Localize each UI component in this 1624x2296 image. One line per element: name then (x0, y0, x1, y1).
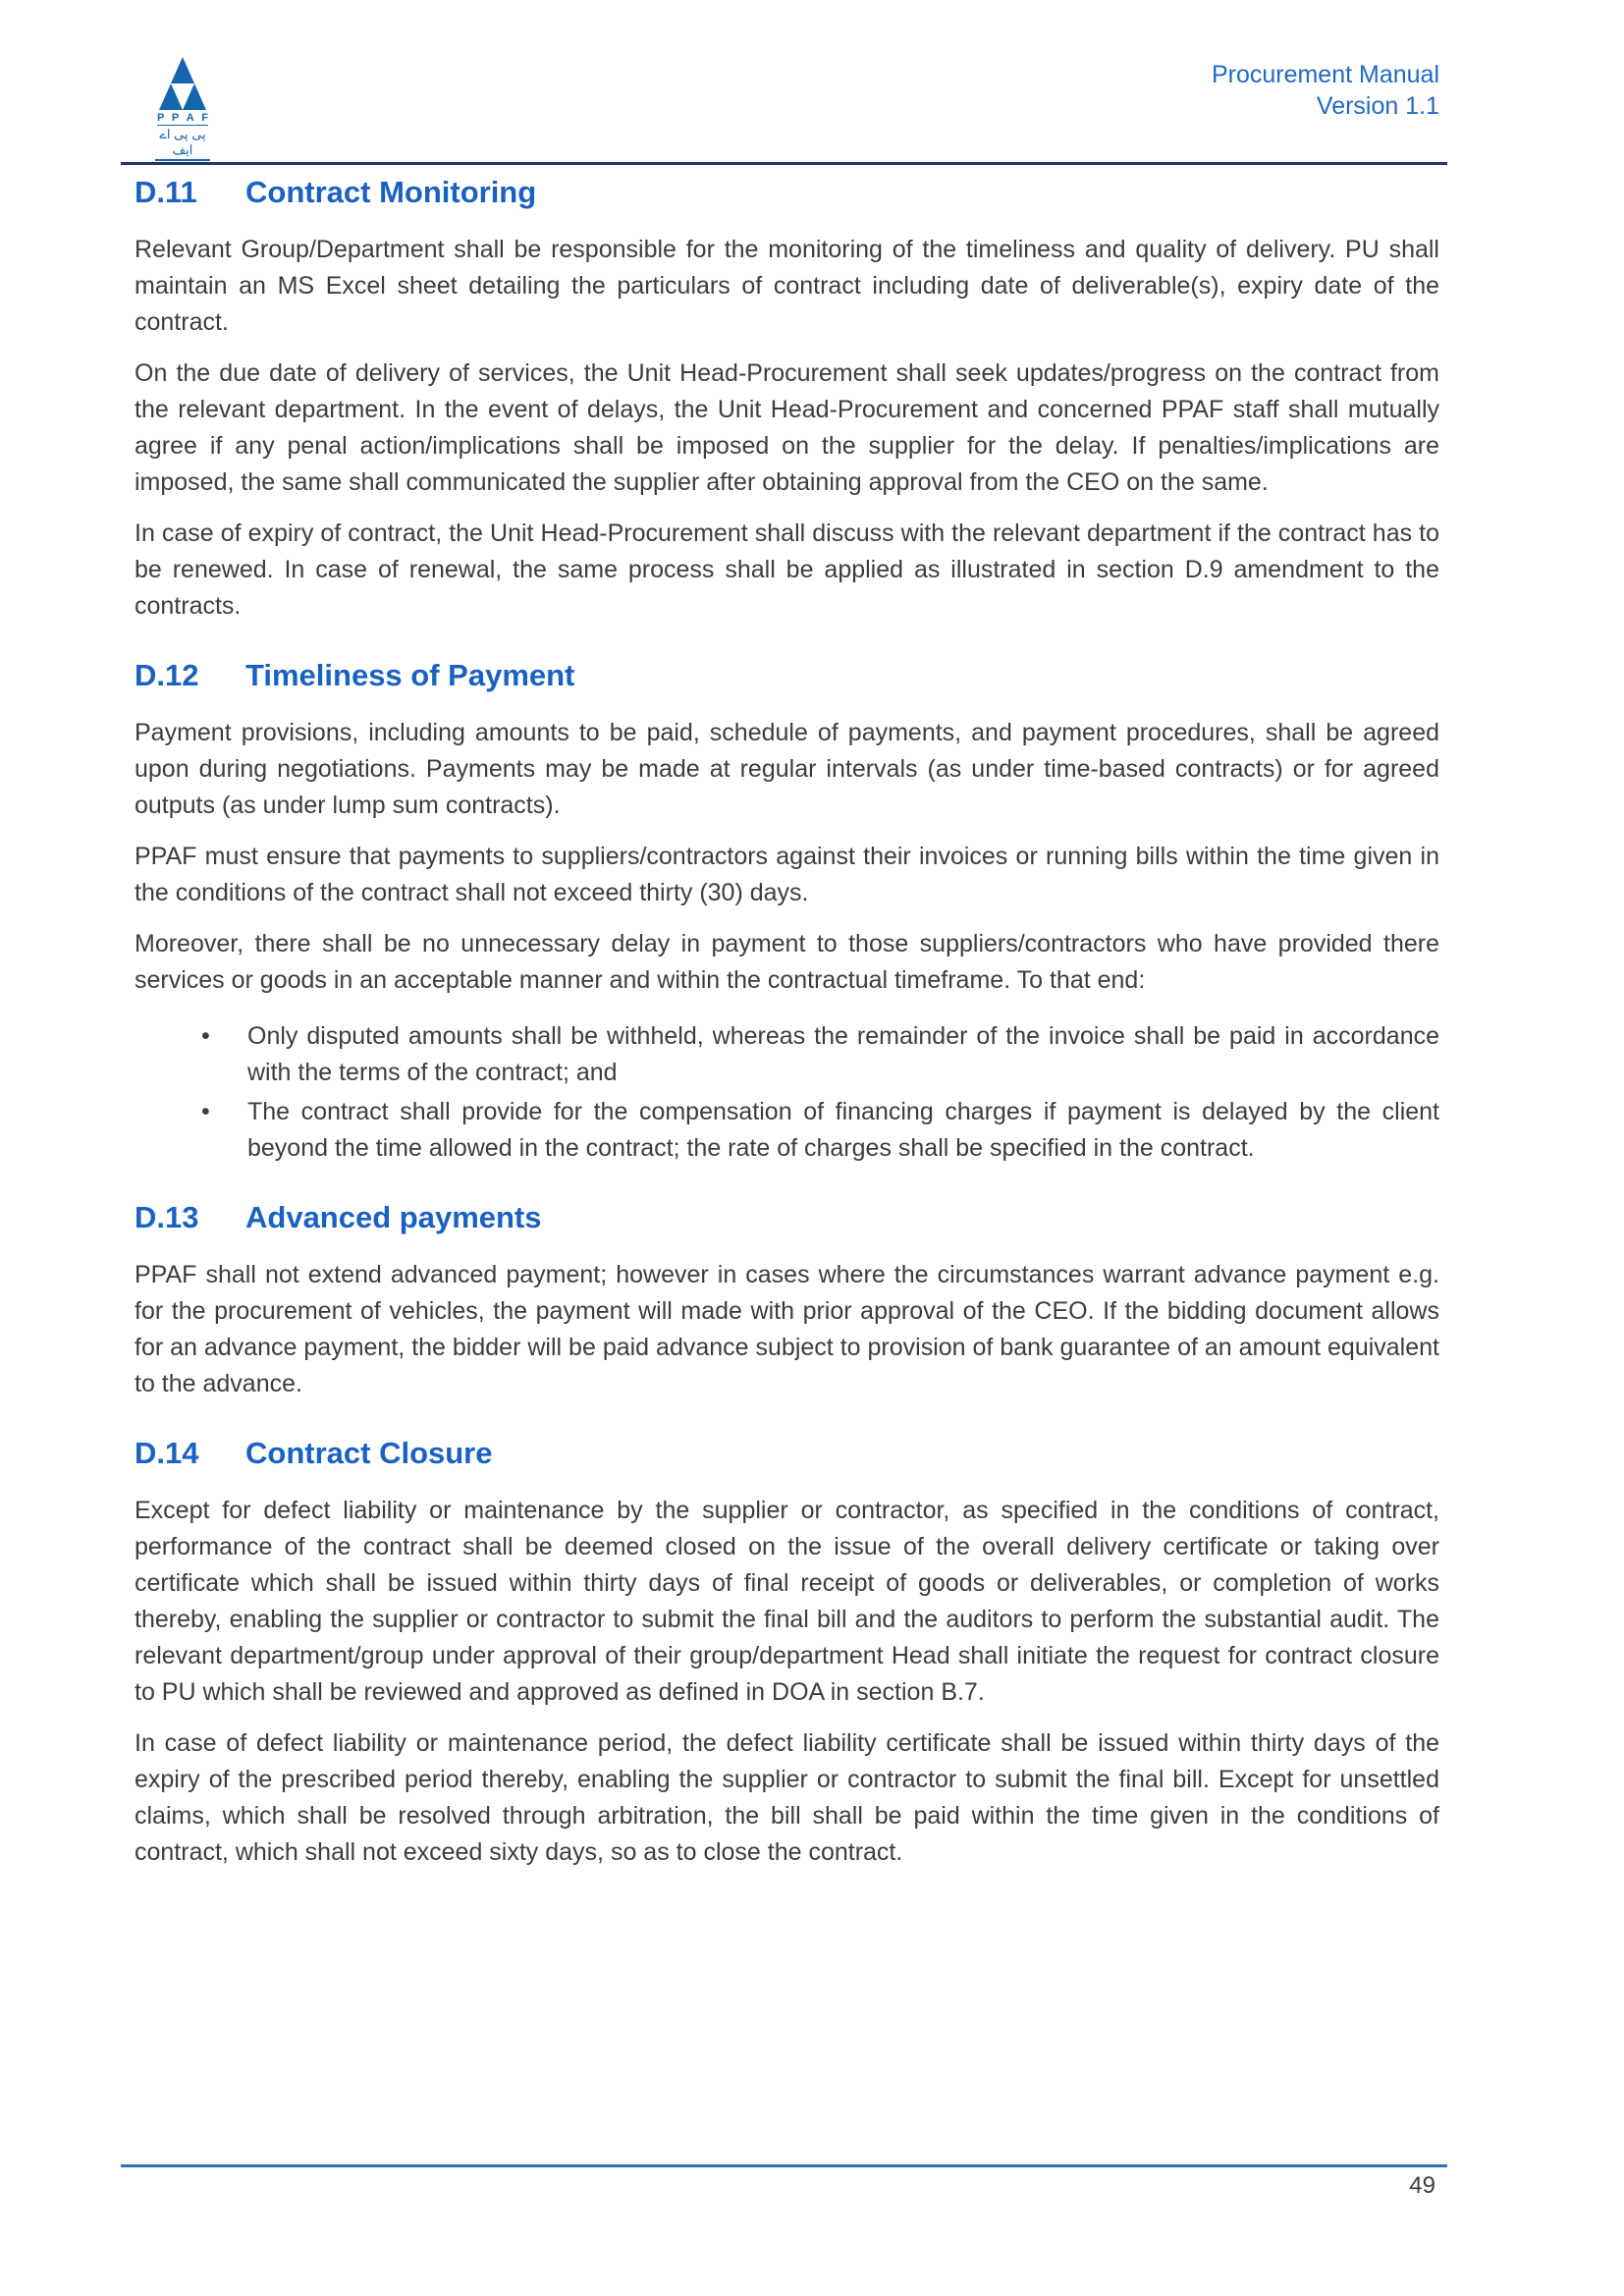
paragraph: Relevant Group/Department shall be responsible for the monitoring of the timeliness and quality of delivery. PU shall maintain an MS Excel sheet detailing the particulars of contract including date of deliverable(s), expiry date of the contract. (135, 236, 1439, 336)
paragraph: On the due date of delivery of services, the Unit Head-Procurement shall seek updates/progress on the contract from the relevant department. In the event of delays, the Unit Head-Procurement and concerned PPAF staff shall mutually agree if any penal action/implications shall be imposed on the supplier for the delay. If penalties/implications are imposed, the same shall communicated the supplier after obtaining approval from the CEO on the same. (135, 359, 1439, 496)
section-number: D.12 (135, 658, 199, 692)
section-heading-d13 (135, 1200, 1439, 1235)
paragraph: Except for defect liability or maintenance by the supplier or contractor, as specified in the conditions of contract, performance of the contract shall be deemed closed on the issue of the overall delivery certificate or taking over certificate which shall be issued within thirty days of final receipt of goods or deliverables, or completion of works thereby, enabling the supplier or contractor to submit the final bill and the auditors to perform the substantial audit. The relevant department/group under approval of their group/department Head shall initiate the request for contract closure to PU which shall be reviewed and approved as defined in DOA in section B.7. (135, 1497, 1439, 1706)
paragraph: Payment provisions, including amounts to be paid, schedule of payments, and payment procedures, shall be agreed upon during negotiations. Payments may be made at regular intervals (as under time-based contracts) or for agreed outputs (as under lump sum contracts). (135, 719, 1439, 819)
page-header (0, 0, 1624, 167)
page-number: 49 (1409, 2172, 1435, 2199)
triangle-bottom-left (159, 83, 183, 110)
section-heading-d12 (135, 658, 1439, 693)
bullet-item: • The contract shall provide for the compensation of financing charges if payment is delayed by the client beyond the time allowed in the contract; the rate of charges shall be specified in the contract. (135, 1094, 1439, 1167)
section-heading-d14 (135, 1436, 1439, 1471)
section-title: Advanced payments (245, 1200, 542, 1234)
paragraph: In case of defect liability or maintenance period, the defect liability certificate shall be issued within thirty days of the expiry of the prescribed period thereby, enabling the supplier or contractor to submit the final bill. Except for unsettled claims, which shall be resolved through arbitration, the bill shall be paid within the time given in the conditions of contract, which shall not exceed sixty days, so as to close the contract. (135, 1729, 1439, 1866)
paragraph: PPAF must ensure that payments to suppliers/contractors against their invoices or running bills within the time given in the conditions of the contract shall not exceed thirty (30) days. (135, 843, 1439, 906)
paragraph: In case of expiry of contract, the Unit Head-Procurement shall discuss with the relevant department if the contract has to be renewed. In case of renewal, the same process shall be applied as illustrated in section D.9 amendment to the contracts. (135, 519, 1439, 620)
paragraph: PPAF shall not extend advanced payment; however in cases where the circumstances warrant advance payment e.g. for the procurement of vehicles, the payment will made with prior approval of the CEO. If the bidding document allows for an advance payment, the bidder will be paid advance subject to provision of bank guarantee of an amount equivalent to the advance. (135, 1261, 1439, 1397)
ppaf-logo (152, 57, 213, 161)
logo-urdu-text: پی پی اے ایف (155, 127, 210, 161)
section-number: D.14 (135, 1436, 199, 1470)
section-number: D.13 (135, 1200, 199, 1234)
triangle-top (171, 57, 194, 83)
manual-title: Procurement Manual (1211, 61, 1439, 88)
footer-rule (121, 2164, 1447, 2167)
triangle-bottom-right (183, 83, 206, 110)
ppaf-triangle-icon (159, 57, 206, 110)
header-rule (121, 162, 1447, 165)
document-content (135, 175, 1439, 1886)
manual-version: Version 1.1 (1316, 92, 1439, 120)
bullet-list (135, 1018, 1439, 1167)
section-title: Contract Closure (245, 1436, 493, 1470)
logo-letter-p2: P (171, 112, 180, 124)
paragraph: Moreover, there shall be no unnecessary delay in payment to those suppliers/contractors who have provided there services or goods in an acceptable manner and within the contractual timeframe. To that end: (135, 930, 1439, 994)
logo-letter-a: A (186, 112, 194, 124)
section-number: D.11 (135, 175, 197, 209)
section-heading-d11 (135, 175, 1439, 210)
header-titles (1212, 59, 1439, 122)
section-title: Contract Monitoring (245, 175, 537, 209)
logo-letter-p1: P (157, 112, 165, 124)
logo-letter-f: F (201, 112, 208, 124)
bullet-item: • Only disputed amounts shall be withheld, whereas the remainder of the invoice shall be paid in accordance with the terms of the contract; and (135, 1018, 1439, 1091)
section-title: Timeliness of Payment (245, 658, 575, 692)
logo-letters (157, 112, 208, 126)
